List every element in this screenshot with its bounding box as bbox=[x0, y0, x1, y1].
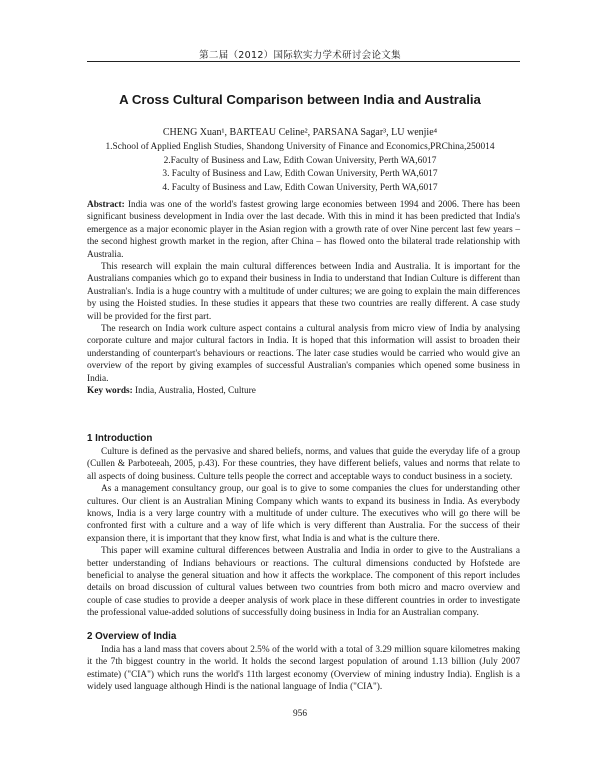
section-1-body bbox=[87, 446, 520, 620]
section-1-paragraph-3: This paper will examine cultural differences between Australia and India in order to give to the Australians a better understanding of Indians behaviours or reactions. The cultural dimensions conducted by Hofstede are beneficial to analyse the general situation and how it affects the workplace. The component of this report includes details on broad discussion of cultural values between two countries from both micro and macro overview and couple of case studies to provide a deeper analysis of work place in these different countries in order to investigate the professional value-added solutions of successfully doing business in India for an Australian company. bbox=[87, 546, 520, 619]
paper-title: A Cross Cultural Comparison between India and Australia bbox=[119, 92, 481, 107]
section-2-heading: 2 Overview of India bbox=[87, 631, 177, 642]
affiliation-3: 3. Faculty of Business and Law, Edith Cowan University, Perth WA,6017 bbox=[162, 169, 438, 180]
affiliation-1: 1.School of Applied English Studies, Shandong University of Finance and Economics,PRChina,250014 bbox=[105, 142, 495, 152]
section-1-heading: 1 Introduction bbox=[87, 433, 153, 444]
abstract-label: Abstract: bbox=[87, 200, 125, 210]
abstract-paragraph-2: This research will explain the main cultural differences between India and Australia. It is important for the Australians companies which go to expand their business in India to understand that Indian Culture is different than Australian's. India is a huge country with a multitude of under cultures; we are going to explain the main differences by using the Hoisted studies. In these studies it appears that these two countries are really different. A case study will be provided for the first part. bbox=[87, 262, 520, 322]
affiliation-2: 2.Faculty of Business and Law, Edith Cowan University, Perth WA,6017 bbox=[163, 155, 437, 166]
affiliation-4: 4. Faculty of Business and Law, Edith Cowan University, Perth WA,6017 bbox=[162, 182, 438, 193]
keywords-text: India, Australia, Hosted, Culture bbox=[135, 386, 256, 397]
section-1-paragraph-2: As a management consultancy group, our goal is to give to some companies the clues for understanding other cultures. Our client is an Australian Mining Company which wants to expand its business in India. As everybody knows, India is a very large country with a multitude of under culture. The executives who will go there will be confronted first with a culture and a way of life which is very different than Australia. For the success of their expansion there, it is important that they know first, what India is and what is the culture there. bbox=[87, 484, 520, 544]
affiliation-list bbox=[0, 141, 600, 195]
section-2-body bbox=[87, 644, 520, 694]
abstract-block bbox=[87, 199, 520, 398]
header-rule bbox=[87, 61, 520, 62]
keywords-label: Key words: bbox=[87, 386, 133, 397]
abstract-paragraph-3: The research on India work culture aspect contains a cultural analysis from micro view of India by analysing corporate culture and major cultural factors in India. It is hoped that this information will assist to broaden their understanding of counterpart's behaviours or reactions. The later case studies would be carried who would give an overview of the report by giving examples of successful Australian's companies which opened some business in India. bbox=[87, 324, 520, 384]
running-header: 第二届（2012）国际软实力学术研讨会论文集 bbox=[199, 50, 401, 61]
section-2-paragraph-1: India has a land mass that covers about 2.5% of the world with a total of 3.29 million square kilometres making it the 7th biggest country in the world. It holds the second largest population of around 1.13 billion (July 2007 estimate) ("CIA") which runs the world's 11th largest economy (Overview of mining industry India). English is a widely used language although Hindi is the national language of India ("CIA"). bbox=[87, 645, 520, 693]
abstract-paragraph-1 bbox=[87, 199, 520, 261]
keywords-line bbox=[87, 385, 520, 397]
abstract-text-1: India was one of the world's fastest growing large economies between 1994 and 2006. There has been significant business development in India over the last decade. With this in mind it has been predicted that India's emergence as a major economic player in the Asian region with a growth rate of over Nine percent last few years – the second highest growth market in the region, after China – has flowed onto the bilateral trade relationship with Australia. bbox=[87, 200, 520, 260]
author-list: CHENG Xuan¹, BARTEAU Celine², PARSANA Sagar³, LU wenjie⁴ bbox=[162, 127, 438, 138]
section-1-paragraph-1: Culture is defined as the pervasive and shared beliefs, norms, and values that guide the everyday life of a group (Cullen & Parboteeah, 2005, p.43). For these countries, they have different beliefs, values and norms that relate to all aspects of doing business. Culture tells people the correct and acceptable ways to conduct business in a society. bbox=[87, 447, 520, 482]
page-number: 956 bbox=[293, 709, 307, 719]
